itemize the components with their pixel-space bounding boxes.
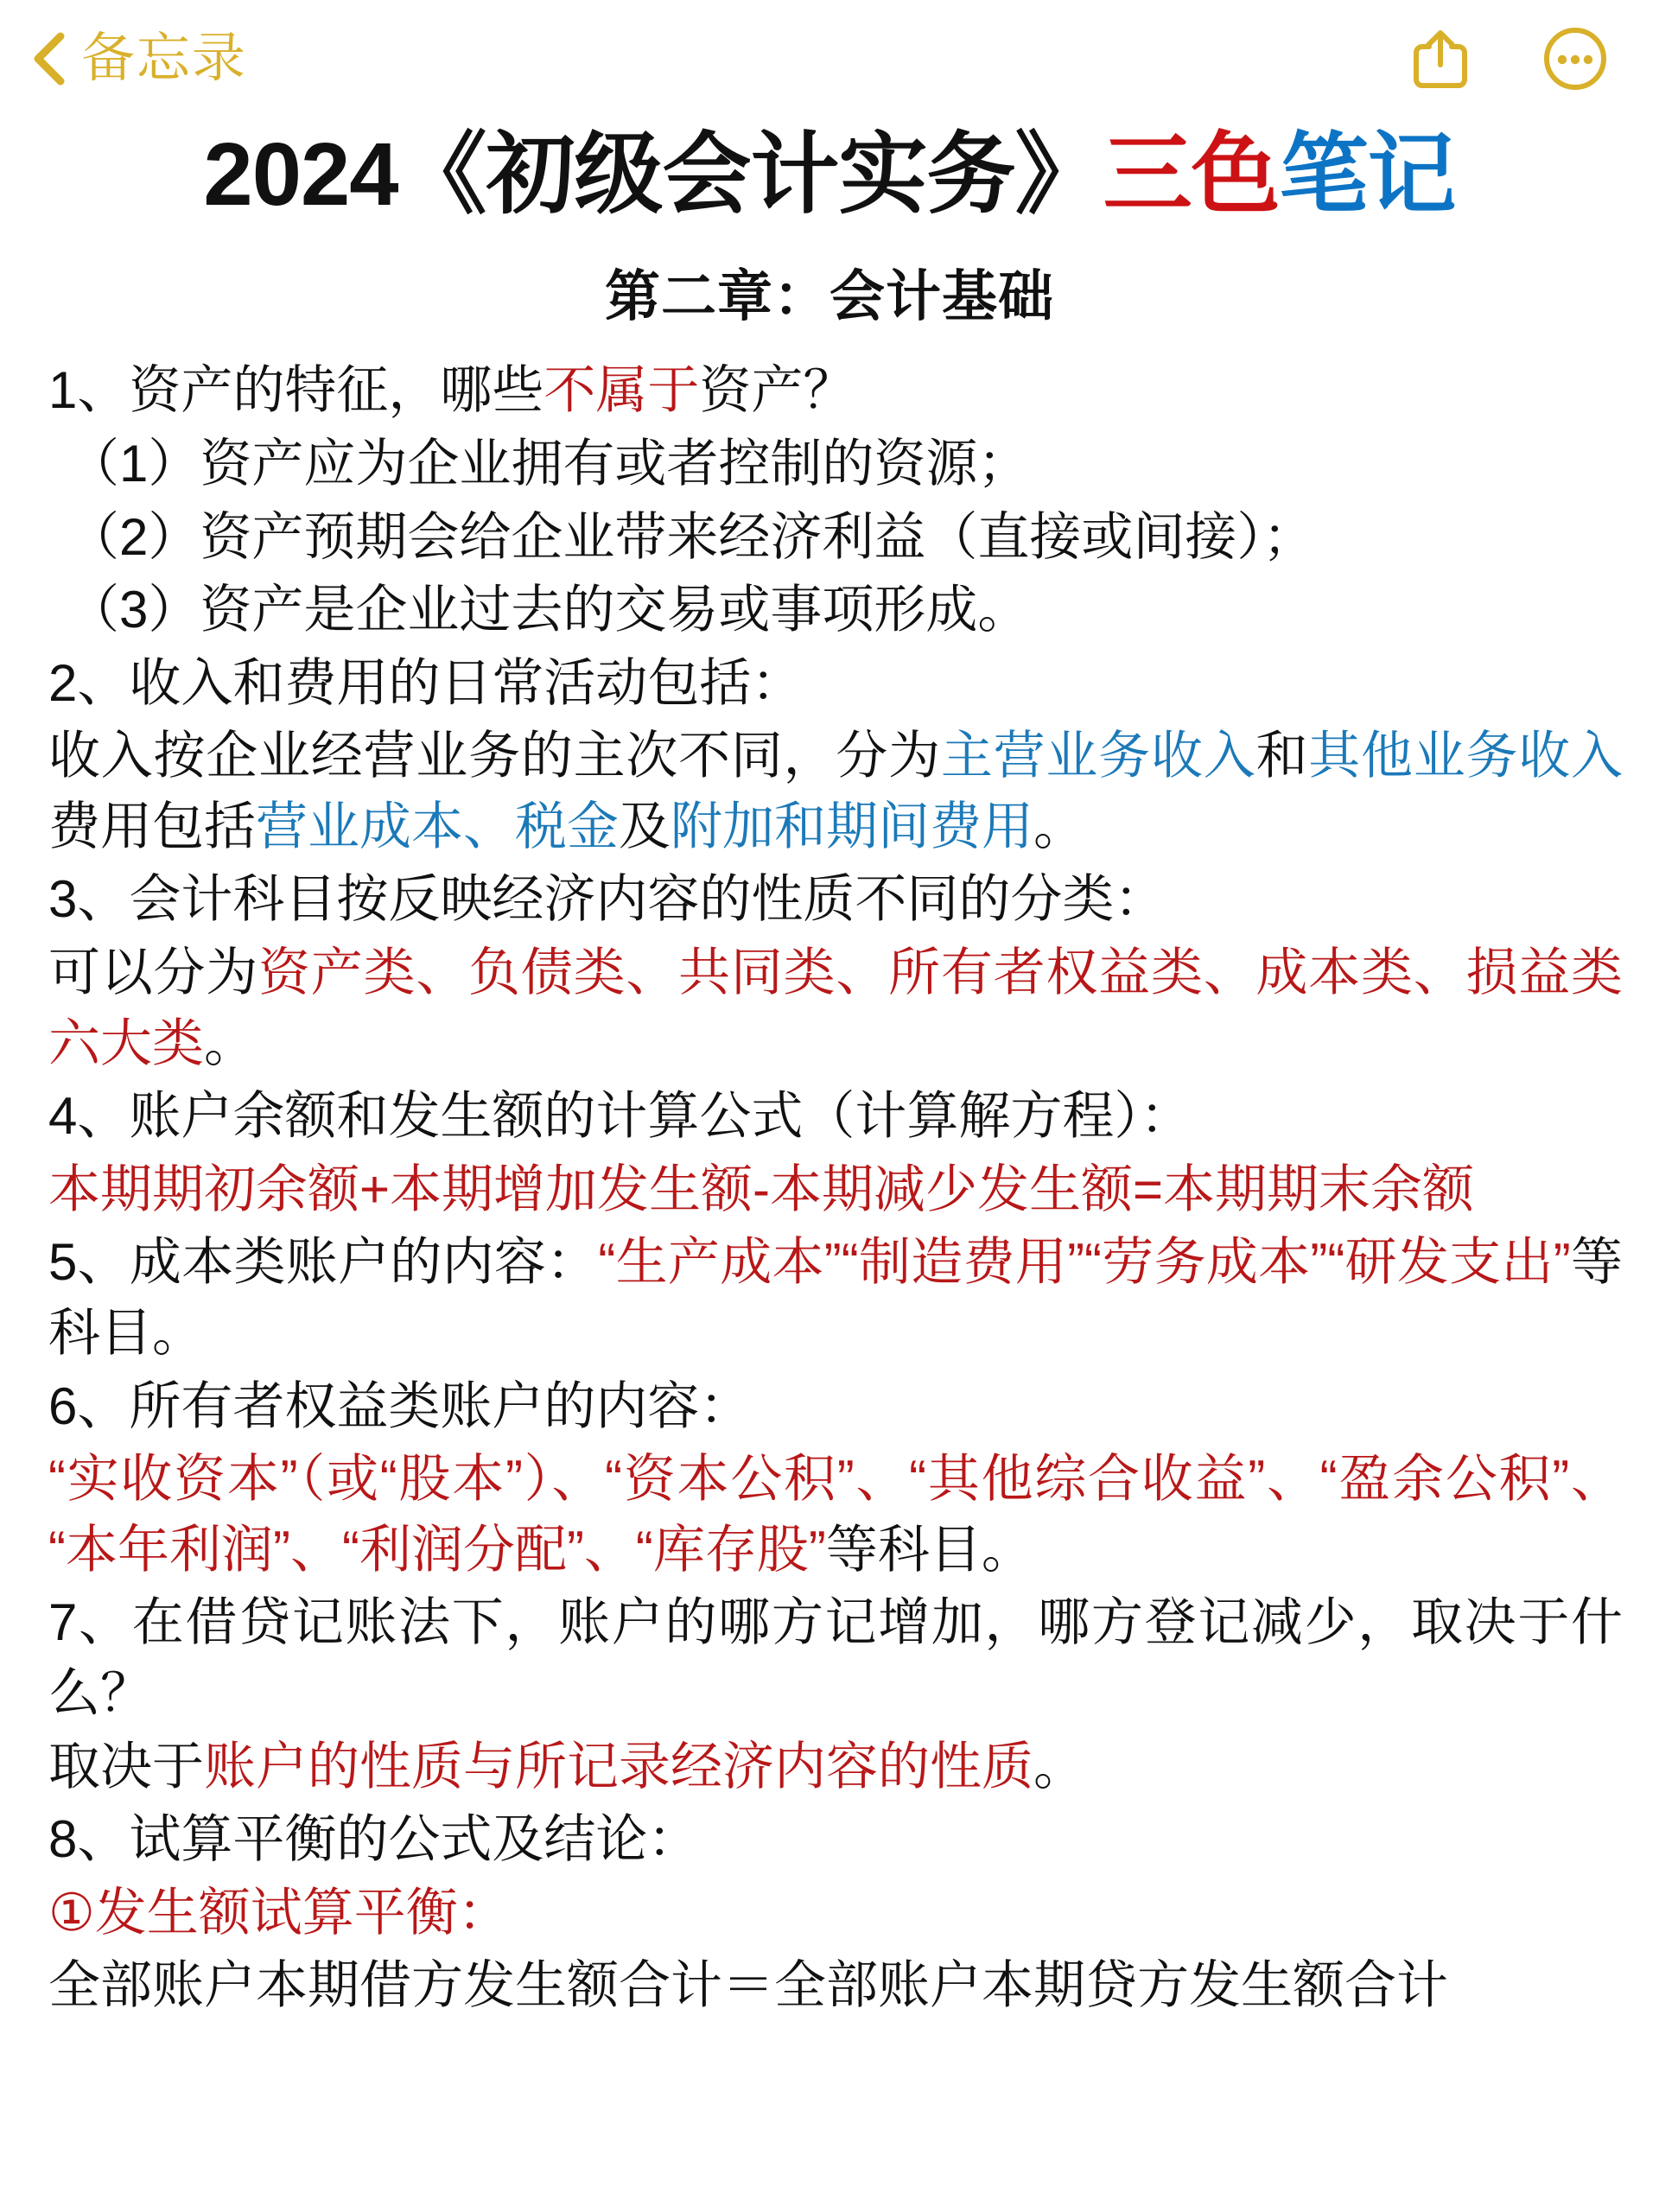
q2-highlight-1: 主营业务收入 bbox=[940, 727, 1256, 785]
question-4-formula: 本期期初余额+本期增加发生额-本期减少发生额=本期期末余额 bbox=[48, 1160, 1475, 1218]
nav-title: 备忘录 bbox=[81, 28, 248, 88]
q3-text-2: 。 bbox=[204, 1014, 256, 1072]
q2-highlight-4: 附加和期间费用 bbox=[671, 797, 1033, 855]
question-3-answer bbox=[48, 938, 1623, 1078]
question-1-point-2: （2）资产预期会给企业带来经济利益（直接或间接）； bbox=[67, 507, 1315, 566]
q2-highlight-2: 其他业务收入 bbox=[1308, 727, 1624, 785]
back-button[interactable] bbox=[29, 28, 248, 88]
question-1-highlight: 不属于 bbox=[543, 361, 700, 420]
question-1-tail: 资产？ bbox=[699, 361, 855, 420]
question-6-answer bbox=[48, 1444, 1623, 1585]
q5-text-1: 5、成本类账户的内容： bbox=[48, 1233, 599, 1292]
q2-text-5: 。 bbox=[1033, 797, 1085, 855]
q6-highlight-1: “实收资本”（或“股本”）、“资本公积”、“其他综合收益”、“盈余公积”、“本年利润”、“利润分配”、“库存股” bbox=[48, 1450, 1623, 1579]
q7-highlight-1: 账户的性质与所记录经济内容的性质 bbox=[204, 1737, 1033, 1796]
question-1-lead: 1、资产的特征，哪些 bbox=[48, 361, 544, 420]
q5-highlight-1: “生产成本”“制造费用”“劳务成本”“研发支出” bbox=[598, 1233, 1571, 1292]
q7-text-1: 取决于 bbox=[48, 1737, 204, 1796]
question-7-answer bbox=[48, 1732, 1623, 1802]
question-5 bbox=[48, 1227, 1623, 1368]
q3-highlight-1: 资产类、负债类、共同类、所有者权益类、成本类、损益类六大类 bbox=[48, 944, 1624, 1072]
q2-text-4: 及 bbox=[619, 797, 671, 855]
q2-text-2: 和 bbox=[1255, 727, 1309, 785]
question-4: 4、账户余额和发生额的计算公式（计算解方程）： bbox=[48, 1087, 1192, 1146]
question-3: 3、会计科目按反映经济内容的性质不同的分类： bbox=[48, 870, 1166, 929]
question-8-formula: 全部账户本期借方发生额合计＝全部账户本期贷方发生额合计 bbox=[48, 1956, 1448, 2015]
q3-text-1: 可以分为 bbox=[48, 944, 259, 1002]
question-8: 8、试算平衡的公式及结论： bbox=[48, 1810, 700, 1869]
question-6: 6、所有者权益类账户的内容： bbox=[48, 1376, 752, 1435]
top-navigation-bar bbox=[0, 0, 1659, 117]
document-title-red: 三色 bbox=[1103, 124, 1280, 224]
more-options-icon[interactable] bbox=[1541, 25, 1609, 92]
question-1 bbox=[48, 355, 1623, 426]
question-8-subheading: ①发生额试算平衡： bbox=[48, 1883, 510, 1942]
question-2: 2、收入和费用的日常活动包括： bbox=[48, 653, 804, 712]
note-body bbox=[0, 355, 1659, 2021]
question-1-point-3: （3）资产是企业过去的交易或事项形成。 bbox=[67, 581, 1030, 639]
share-icon[interactable] bbox=[1407, 25, 1474, 92]
question-2-answer bbox=[48, 721, 1623, 861]
q2-highlight-3: 营业成本、税金 bbox=[256, 797, 619, 855]
document-title-blue: 笔记 bbox=[1279, 124, 1456, 224]
document-title-plain: 2024《初级会计实务》 bbox=[203, 124, 1103, 224]
question-1-point-1: （1）资产应为企业拥有或者控制的资源； bbox=[67, 434, 1030, 493]
q2-text-3: 费用包括 bbox=[48, 797, 256, 855]
question-7: 7、在借贷记账法下，账户的哪方记增加，哪方登记减少，取决于什么？ bbox=[48, 1593, 1623, 1723]
q5-text-2: 等科目。 bbox=[48, 1233, 1624, 1363]
q2-text-1: 收入按企业经营业务的主次不同，分为 bbox=[48, 727, 941, 785]
nav-actions bbox=[1407, 25, 1609, 92]
chevron-left-icon[interactable] bbox=[29, 31, 69, 86]
q7-text-2: 。 bbox=[1033, 1737, 1085, 1796]
chapter-heading: 第二章：会计基础 bbox=[605, 264, 1054, 327]
q6-text-1: 等科目。 bbox=[825, 1520, 1033, 1579]
document-title bbox=[0, 122, 1659, 227]
